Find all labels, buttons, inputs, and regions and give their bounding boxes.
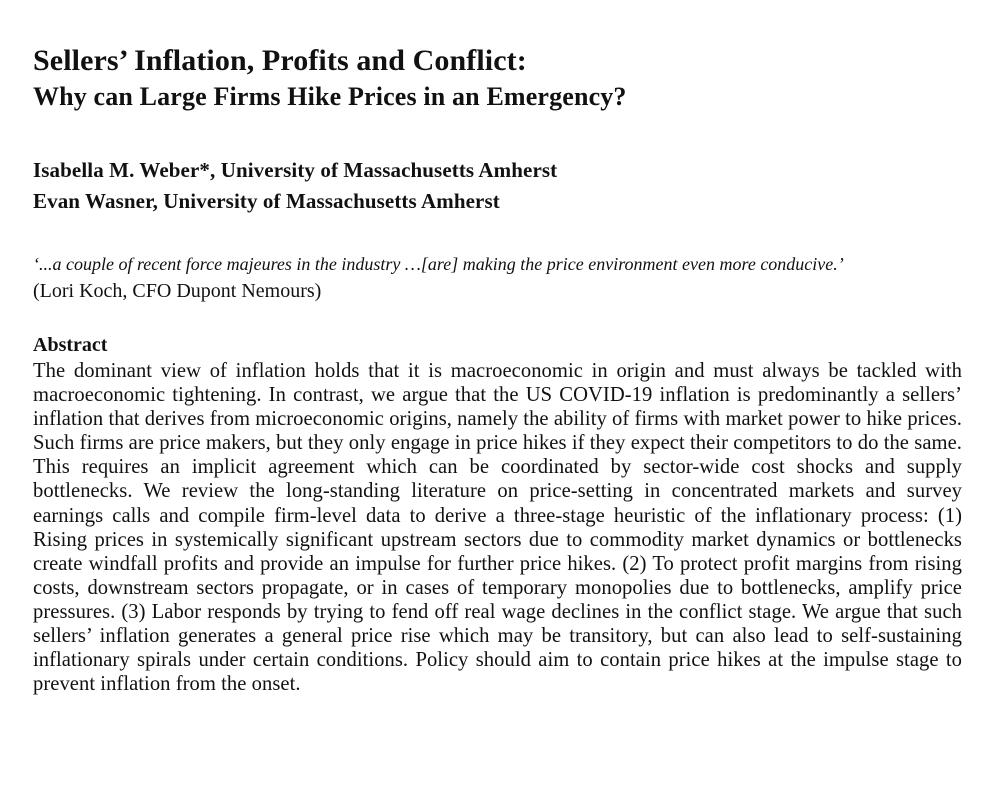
abstract-heading: Abstract	[33, 334, 108, 356]
abstract-body: The dominant view of inflation holds that it is macroeconomic in origin and must always be tackled with macroeconomic tightening. In contrast, we argue that the US COVID-19 inflation is predominantly a sellers’ inflation that derives from microeconomic origins, namely the ability of firms with market power to hike prices. Such firms are price makers, but they only engage in price hikes if they expect their competitors to do the same. This requires an implicit agreement which can be coordinated by sector-wide cost shocks and supply bottlenecks. We review the long-standing literature on price-setting in concentrated markets and survey earnings calls and compile firm-level data to derive a three-stage heuristic of the inflationary process: (1) Rising prices in systemically significant upstream sectors due to commodity market dynamics or bottlenecks create windfall profits and provide an impulse for further price hikes. (2) To protect profit margins from rising costs, downstream sectors propagate, or in cases of temporary monopolies due to bottlenecks, amplify price pressures. (3) Labor responds by trying to fend off real wage declines in the conflict stage. We argue that such sellers’ inflation generates a general price rise which may be transitory, but can also lead to self-sustaining inflationary spirals under certain conditions. Policy should aim to contain price hikes at the impulse stage to prevent inflation from the onset.	[33, 360, 962, 696]
title-line-1: Sellers’ Inflation, Profits and Conflict:	[33, 44, 527, 77]
author-list	[33, 155, 973, 217]
author-weber: Isabella M. Weber*, University of Massachusetts Amherst	[33, 158, 558, 182]
paper-title	[33, 44, 973, 113]
abstract-section	[33, 333, 962, 696]
epigraph	[33, 251, 973, 305]
epigraph-quote: ‘...a couple of recent force majeures in the industry …[are] making the price environment even more conducive.’	[33, 254, 844, 274]
author-wasner: Evan Wasner, University of Massachusetts Amherst	[33, 189, 500, 213]
title-line-2: Why can Large Firms Hike Prices in an Emergency?	[33, 82, 627, 111]
epigraph-attribution: (Lori Koch, CFO Dupont Nemours)	[33, 280, 322, 302]
